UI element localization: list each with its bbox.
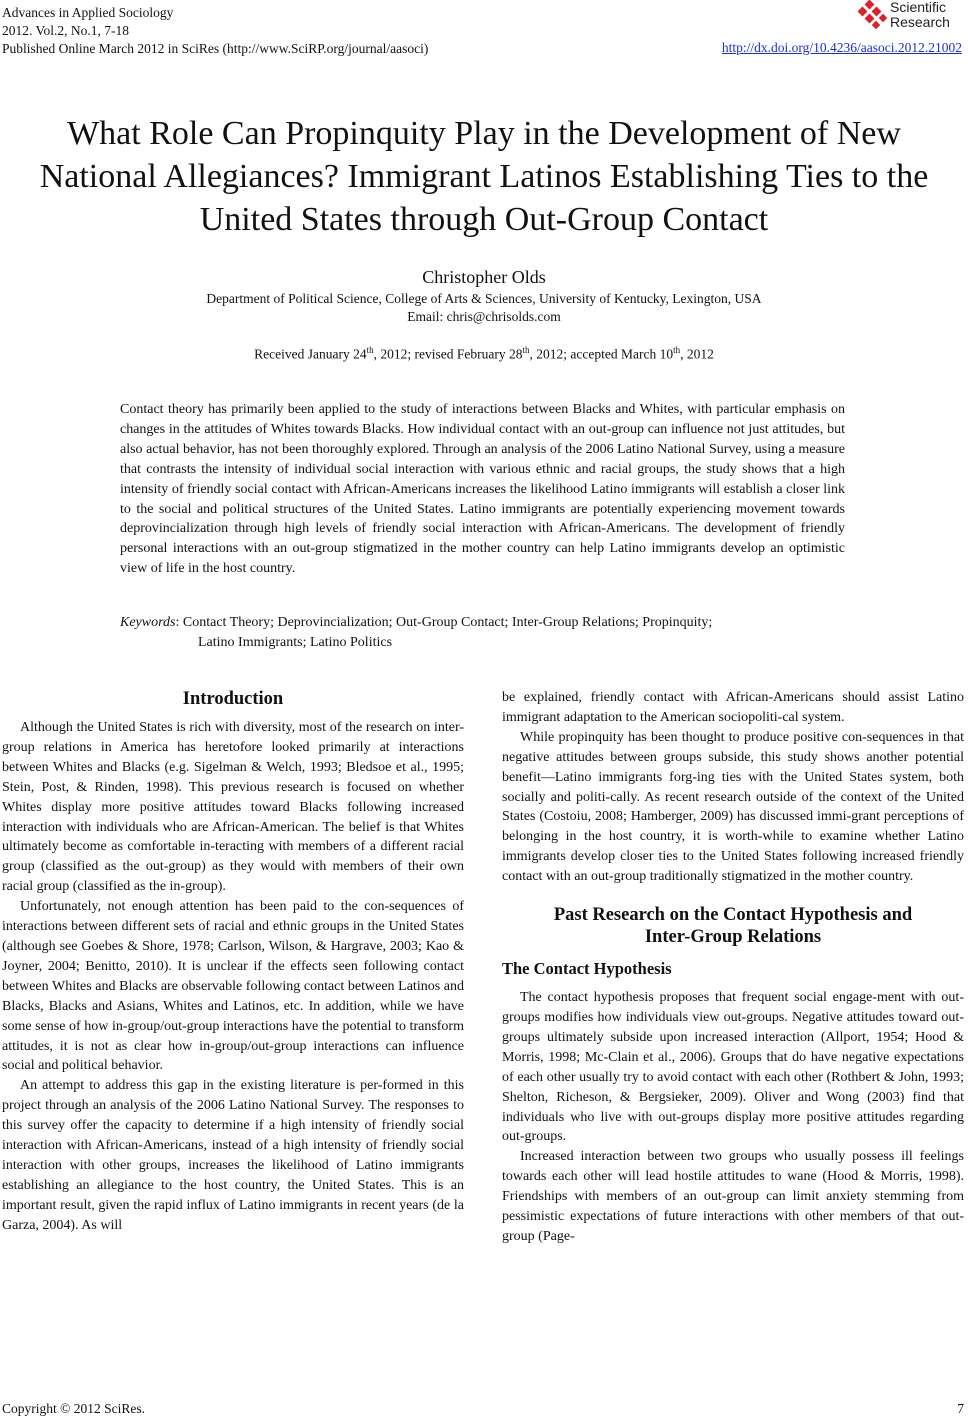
revised-date: , 2012; revised February 28 bbox=[373, 346, 523, 362]
affiliation: Department of Political Science, College of Arts & Sciences, University of Kentucky, Lexington, USA bbox=[206, 291, 762, 306]
scientific-research-logo bbox=[854, 0, 964, 36]
title-line-2: National Allegiances? Immigrant Latinos Establishing Ties to the bbox=[39, 158, 929, 195]
intro-paragraph-3: An attempt to address this gap in the existing literature is per-formed in this project through an analysis of the 2006 Latino National Survey. The responses to this survey offer the capacity to determine if a high intensity of friendly social interaction with African-Americans, instead of a high intensity of friendly social interaction with other groups, increases the likelihood of Latino immigrants establishing an allegiance to the host country, the United States. This is an important result, given the rapid influx of Latino immigrants in recent years (de la Garza, 2004). As will bbox=[2, 1078, 464, 1233]
journal-name: Advances in Applied Sociology bbox=[2, 5, 174, 20]
contact-hypothesis-heading: The Contact Hypothesis bbox=[502, 959, 672, 979]
past-research-heading-line-2: Inter-Group Relations bbox=[644, 927, 822, 948]
logo-text-line2: Research bbox=[890, 14, 950, 30]
keywords-line-2: Latino Immigrants; Latino Politics bbox=[198, 635, 393, 650]
copyright: Copyright © 2012 SciRes. bbox=[2, 1401, 146, 1416]
author-name: Christopher Olds bbox=[422, 267, 546, 287]
past-research-heading-line-1: Past Research on the Contact Hypothesis and bbox=[553, 905, 913, 926]
published-line: Published Online March 2012 in SciRes (http://www.SciRP.org/journal/aasoci) bbox=[2, 41, 429, 56]
email: Email: chris@chrisolds.com bbox=[407, 309, 561, 324]
intro-paragraph-1: Although the United States is rich with diversity, most of the research on inter-group relations in America has heretofore looked primarily at interactions between Whites and Blacks (e.g. Sigelman & Welch, 1993; Bledsoe et al., 1995; Stein, Post, & Rinden, 1998). This previous research is focused on whether Whites display more positive attitudes toward Blacks following increased interaction with individuals who are African-American. The belief is that Whites ultimately become as comfortable in-teracting with members of a different racial group (classified as the out-group) as they would with members of their own racial group (classified as the in-group). bbox=[2, 720, 464, 895]
author-affiliation-block bbox=[0, 290, 968, 326]
journal-header bbox=[2, 4, 428, 58]
left-column bbox=[2, 688, 464, 1236]
contact-hypothesis-paragraph: The contact hypothesis proposes that frequent social engage-ment with out-groups modifies how individuals view out-groups. Negative attitudes toward out-groups ultimately subside upon increased interaction (Allport, 1954; Hood & Morris, 1998; Mc-Clain et al., 2006). Groups that do have negative expectations of each other usually try to avoid contact with each other (Rothbert & John, 1993; Shelton, Richeson, & Bergsieker, 2009). Oliver and Wong (2003) find that individuals who live with out-groups display more positive attitudes regarding out-groups. bbox=[502, 990, 964, 1145]
received-sup: th bbox=[366, 345, 374, 355]
received-date: Received January 24 bbox=[254, 346, 367, 362]
keywords bbox=[120, 613, 860, 653]
keywords-line-1: : Contact Theory; Deprovincialization; Out-Group Contact; Inter-Group Relations; Propinquity; bbox=[175, 615, 713, 630]
title-line-1: What Role Can Propinquity Play in the Development of New bbox=[67, 115, 901, 152]
logo-text-line1: Scientific bbox=[890, 0, 947, 15]
journal-volume: 2012. Vol.2, No.1, 7-18 bbox=[2, 23, 130, 38]
keywords-label: Keywords bbox=[120, 615, 176, 630]
intro-paragraph-2: Unfortunately, not enough attention has been paid to the con-sequences of interactions between different sets of racial and ethnic groups in the United States (although see Goebes & Shore, 1978; Carlson, Wilson, & Hargrave, 2003; Kao & Joyner, 2004; Benitto, 2010). It is unclear if the effects seen following contact between Whites and Blacks are observable following contact between Latinos and Blacks, Blacks and Asians, Whites and Latinos, etc. In addition, while we have some sense of how in-group/out-group interactions have the potential to transform attitudes, it is not as clear how in-group/out-group interactions can influence social and political behavior. bbox=[2, 899, 464, 1074]
past-research-heading bbox=[502, 904, 964, 948]
interaction-paragraph: Increased interaction between two groups who usually possess ill feelings towards each other will lead hostile attitudes to wane (Hood & Morris, 1998). Friendships with members of an out-group can limit anxiety stemming from pessimistic expectations of future interactions with other members of that out-group (Page- bbox=[502, 1149, 964, 1244]
page-number: 7 bbox=[957, 1401, 964, 1416]
abstract: Contact theory has primarily been applied to the study of interactions between Blacks and Whites, with particular emphasis on changes in the attitudes of Whites towards Blacks. How individual contact with an out-group can influence not just attitudes, but also actual behavior, has not been thoroughly explored. Through an analysis of the 2006 Latino National Survey, using a measure that contrasts the intensity of individual social interaction with various ethnic and racial groups, the study shows that a high intensity of friendly social contact with African-Americans increases the likelihood Latino immigrants will establish a closer link to the social and political structures of the United States. Latino immigrants are potentially experiencing movement towards deprovincialization through high levels of friendly social interaction with African-Americans. The development of friendly personal interactions with an out-group stigmatized in the mother country can help Latino immigrants develop an optimistic view of life in the host country. bbox=[120, 402, 845, 577]
accepted-date: , 2012; accepted March 10 bbox=[529, 346, 674, 362]
continuation-paragraph: be explained, friendly contact with African-Americans should assist Latino immigrant adaptation to the American sociopoliti-cal system. bbox=[502, 690, 964, 725]
revised-sup: th bbox=[522, 345, 530, 355]
introduction-heading: Introduction bbox=[182, 689, 284, 709]
logo-icon bbox=[854, 0, 888, 34]
submission-dates bbox=[0, 345, 968, 363]
right-column bbox=[502, 688, 964, 1247]
accepted-sup: th bbox=[673, 345, 681, 355]
doi-link[interactable]: http://dx.doi.org/10.4236/aasoci.2012.21002 bbox=[721, 40, 962, 55]
propinquity-paragraph: While propinquity has been thought to produce positive con-sequences in that negative attitudes between groups subside, this study shows another potential benefit—Latino immigrants forg-ing ties with the United States system, both socially and politi-cally. As recent research outside of the context of the United States (Costoiu, 2008; Hamberger, 2009) has discussed immi-grant perceptions of belonging in the host country, it is worth-while to examine whether Latino immigrants develop closer ties to the United States following increased friendly contact with an out-group traditionally stigmatized in the mother country. bbox=[502, 729, 964, 885]
paper-title bbox=[0, 112, 968, 241]
title-line-3: United States through Out-Group Contact bbox=[199, 201, 769, 238]
dates-year: , 2012 bbox=[680, 346, 714, 362]
